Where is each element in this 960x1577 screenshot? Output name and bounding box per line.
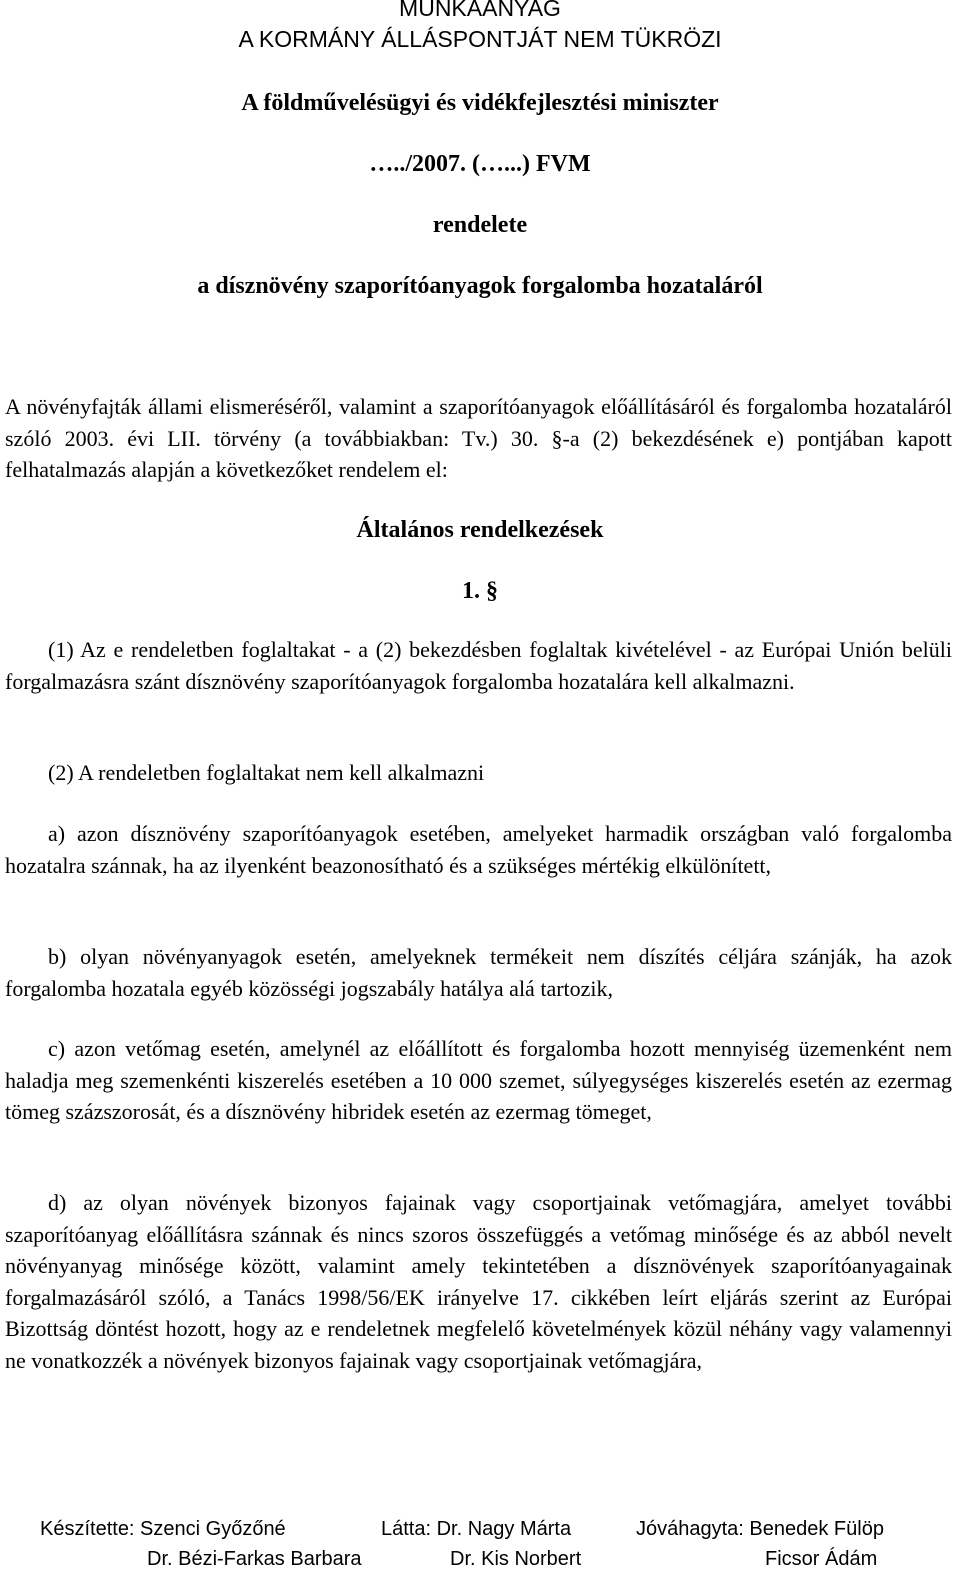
paragraph-2 <box>5 757 952 789</box>
decree-label-text: rendelete <box>432 212 528 238</box>
approved-by-second: Ficsor Ádám <box>765 1548 878 1570</box>
paragraph-1-text: (1) Az e rendeletben foglaltakat - a (2) bekezdésben foglaltak kivételével - az Európai Unión belüli forgalmazásra szánt dísznövény szaporítóanyagok forgalomba hozatalára kell alkalmazni. <box>5 637 952 694</box>
decree-subject-text: a dísznövény szaporítóanyagok forgalomba hozataláról <box>197 273 763 299</box>
section-heading-text: Általános rendelkezések <box>356 517 604 543</box>
preamble-text-part2: -a (2) bekezdésének e) pontjában kapott felhatalmazás alapján a következőket rendelem el: <box>5 425 952 482</box>
section-sign: § <box>551 425 563 451</box>
point-c <box>5 1033 952 1128</box>
decree-number <box>0 149 960 179</box>
decree-subject <box>0 271 960 301</box>
point-a-text: a) azon dísznövény szaporítóanyagok esetében, amelyeket harmadik országban való forgalomba hozatalra szánnak, ha az ilyenként beazonosítható és a szükséges mértékig elkülönített, <box>5 821 952 878</box>
point-a <box>5 818 952 881</box>
footer-signatures <box>0 1516 960 1577</box>
section-number <box>0 576 960 606</box>
point-d-text: d) az olyan növények bizonyos fajainak vagy csoportjainak vetőmagjára, amelyet további szaporítóanyag előállításra szánnak és nincs szoros összefüggés a vetőmag minősége és az abból nevelt növényanyag minősége között, valamint amely tekintetében a dísznövények szaporítóanyagainak forgalmazásáról szóló, a Tanács 1998/56/EK irányelve 17. cikkében leírt eljárás szerint az Európai Bizottság döntést hozott, hogy az e rendeletnek megfelelő követelmények közül néhány vagy valamennyi ne vonatkozzék a növények bizonyos fajainak vagy csoportjainak vetőmagjára, <box>5 1190 952 1373</box>
seen-by-second: Dr. Kis Norbert <box>450 1548 582 1570</box>
point-b-text: b) olyan növényanyagok esetén, amelyeknek termékeit nem díszítés céljára szánják, ha azok forgalomba hozatala egyéb közösségi jogszabály hatálya alá tartozik, <box>5 944 952 1001</box>
paragraph-2-text: (2) A rendeletben foglaltakat nem kell alkalmazni <box>48 760 485 785</box>
point-b <box>5 941 952 1004</box>
paragraph-1 <box>5 634 952 697</box>
point-d <box>5 1187 952 1376</box>
seen-by: Látta: Dr. Nagy Márta <box>381 1518 572 1540</box>
approved-by: Jóváhagyta: Benedek Fülöp <box>636 1518 884 1540</box>
decree-number-text: …../2007. (…...) FVM <box>369 151 591 177</box>
notice-line <box>0 25 960 53</box>
draft-label: MUNKAANYAG <box>399 0 561 21</box>
minister-title <box>0 88 960 118</box>
notice-label: A KORMÁNY ÁLLÁSPONTJÁT NEM TÜKRÖZI <box>238 26 722 52</box>
prepared-by: Készítette: Szenci Győzőné <box>40 1518 286 1540</box>
prepared-by-second: Dr. Bézi-Farkas Barbara <box>147 1548 362 1570</box>
decree-label <box>0 210 960 240</box>
draft-watermark-line <box>0 0 960 22</box>
preamble-text-part1: A növényfajták állami elismeréséről, valamint a szaporítóanyagok előállításáról és forgalomba hozataláról szóló 2003. évi LII. törvény (a továbbiakban: Tv.) 30. <box>5 394 952 451</box>
section-number-text: 1. <box>462 578 486 604</box>
minister-text: A földművelésügyi és vidékfejlesztési miniszter <box>241 90 719 116</box>
point-c-text: c) azon vetőmag esetén, amelynél az előállított és forgalomba hozott mennyiség üzemenként nem haladja meg szemenkénti kiszerelés esetében a 10 000 szemet, súlyegységes kiszerelés esetén az ezermag tömeg százszorosát, és a dísznövény hibridek esetén az ezermag tömeget, <box>5 1036 952 1124</box>
section-heading <box>0 515 960 545</box>
preamble-paragraph <box>5 391 952 486</box>
section-number-sign: § <box>486 578 498 604</box>
